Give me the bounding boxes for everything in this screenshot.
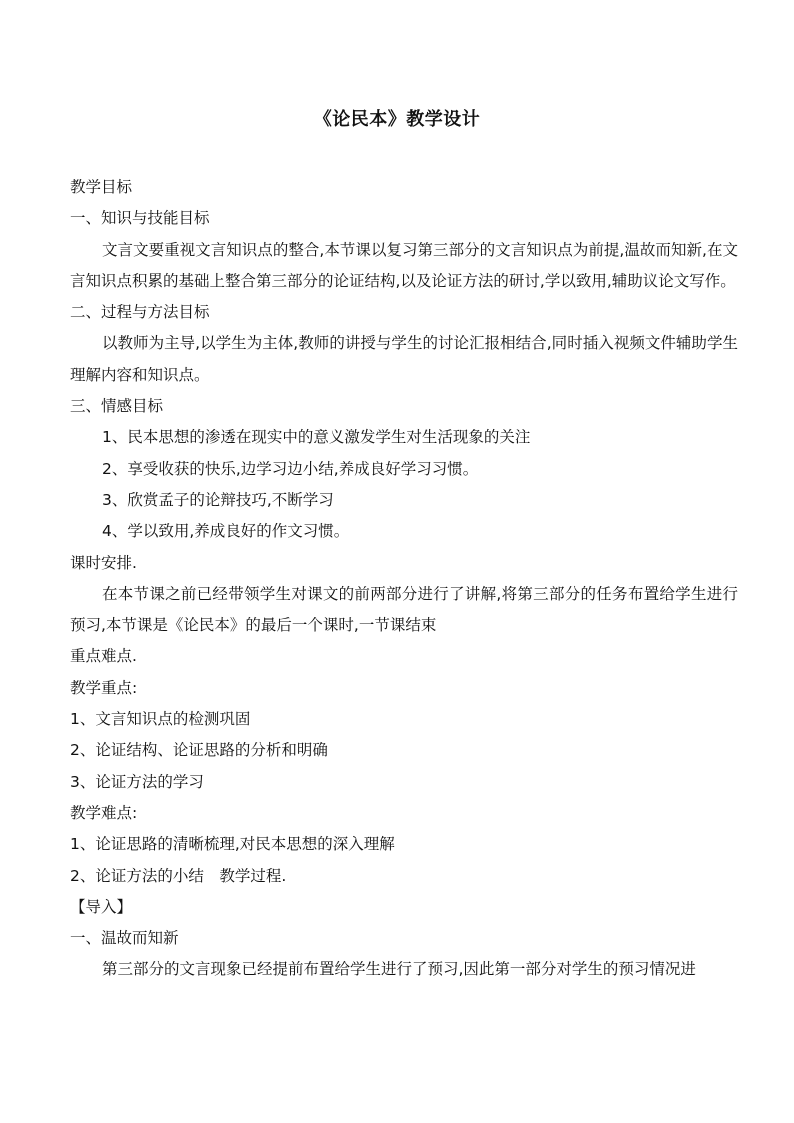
emotion-item: 1、民本思想的渗透在现实中的意义激发学生对生活现象的关注 [102, 428, 531, 447]
intro-heading: 【导入】 [70, 897, 133, 916]
difficulty-item: 1、论证思路的清晰梳理,对民本思想的深入理解 [70, 835, 395, 854]
review-title: 一、温故而知新 [70, 929, 179, 948]
focus-item: 3、论证方法的学习 [70, 772, 204, 791]
emotion-item: 3、欣赏孟子的论辩技巧,不断学习 [102, 490, 334, 509]
difficulty-item: 2、论证方法的小结 教学过程. [70, 866, 287, 885]
section-emotion-title: 三、情感目标 [70, 397, 164, 416]
section-process-method-paragraph: 以教师为主导,以学生为主体,教师的讲授与学生的讨论汇报相结合,同时插入视频文件辅助学生理解内容和知识点。 [70, 334, 738, 384]
document-title: 《论民本》教学设计 [313, 109, 481, 130]
focus-item: 1、文言知识点的检测巩固 [70, 710, 251, 729]
document-body [70, 172, 738, 986]
review-paragraph: 第三部分的文言现象已经提前布置给学生进行了预习,因此第一部分对学生的预习情况进 [102, 960, 696, 979]
section-process-method-title: 二、过程与方法目标 [70, 303, 210, 322]
section-knowledge-skills-title: 一、知识与技能目标 [70, 209, 210, 228]
heading-teaching-objectives: 教学目标 [70, 178, 133, 196]
section-knowledge-skills-paragraph: 文言文要重视文言知识点的整合,本节课以复习第三部分的文言知识点为前提,温故而知新,在文言知识点积累的基础上整合第三部分的论证结构,以及论证方法的研讨,学以致用,辅助议论文写作。 [70, 240, 738, 290]
teaching-focus-heading: 教学重点: [70, 678, 138, 697]
schedule-paragraph: 在本节课之前已经带领学生对课文的前两部分进行了讲解,将第三部分的任务布置给学生进行预习,本节课是《论民本》的最后一个课时,一节课结束 [70, 584, 738, 635]
schedule-heading: 课时安排. [70, 553, 137, 572]
teaching-difficulty-heading: 教学难点: [70, 803, 138, 822]
focus-item: 2、论证结构、论证思路的分析和明确 [70, 741, 328, 760]
emotion-item: 2、享受收获的快乐,边学习边小结,养成良好学习习惯。 [102, 459, 479, 478]
emotion-item: 4、学以致用,养成良好的作文习惯。 [102, 522, 350, 541]
key-points-heading: 重点难点. [70, 647, 137, 666]
